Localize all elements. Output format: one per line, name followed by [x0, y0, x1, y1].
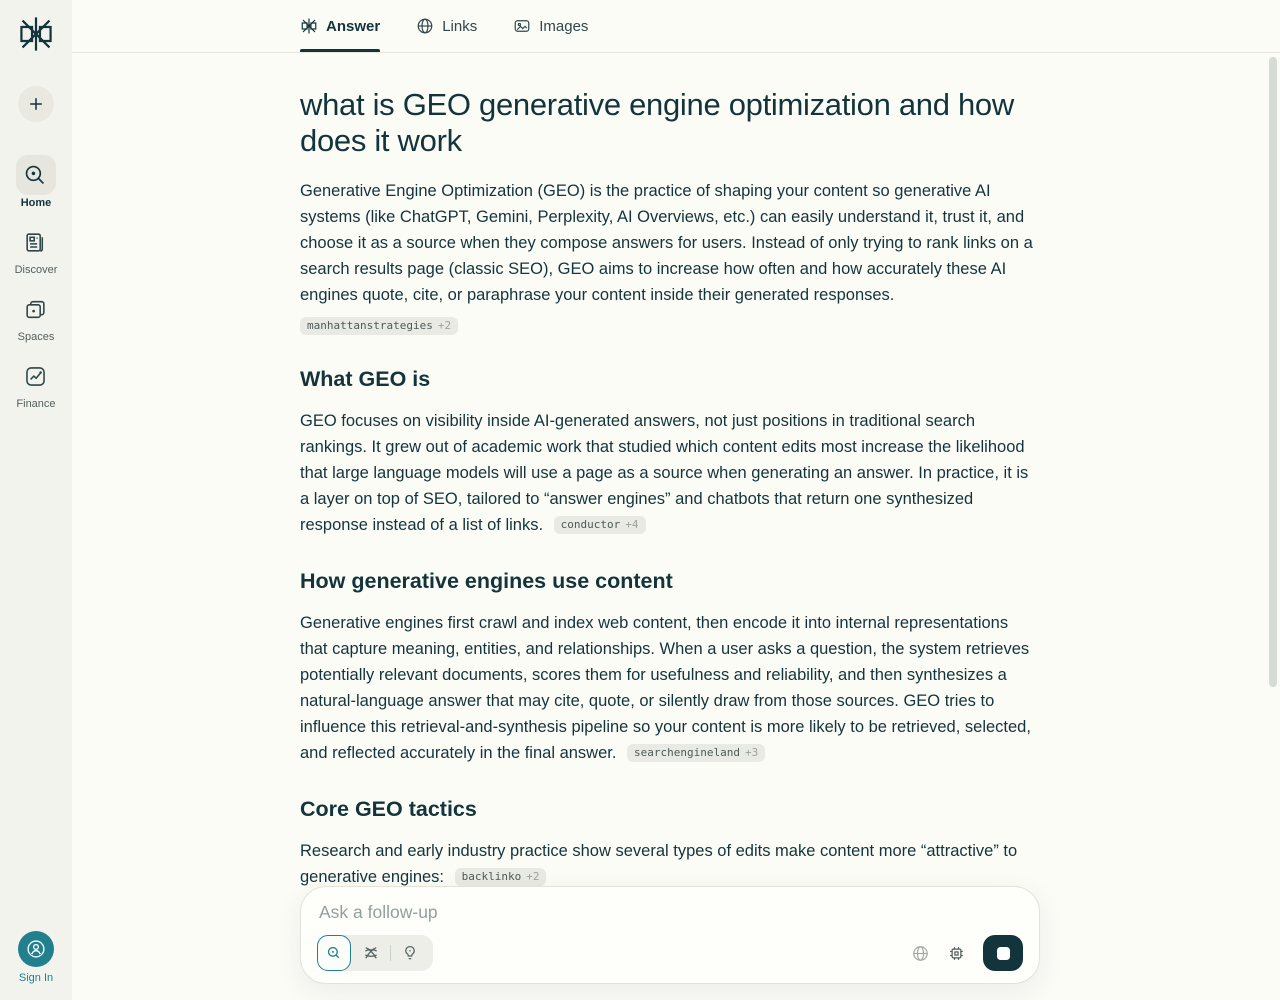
- scrollbar-thumb[interactable]: [1269, 57, 1277, 687]
- sidebar: [0, 0, 72, 1000]
- sidebar-item-label: Spaces: [17, 331, 55, 343]
- perplexity-icon: [300, 17, 318, 35]
- chip-icon: [947, 944, 966, 963]
- right-controls: [911, 935, 1023, 971]
- tab-label: Links: [442, 17, 478, 35]
- reasoning-button[interactable]: [399, 944, 421, 962]
- sidebar-item-label: Discover: [14, 264, 58, 276]
- follow-up-input[interactable]: [317, 900, 1023, 925]
- divider: [390, 945, 391, 961]
- citation-badge[interactable]: [300, 317, 458, 335]
- main-panel: [72, 0, 1280, 1000]
- section-paragraph: [300, 838, 1040, 890]
- tab-images[interactable]: [513, 0, 588, 52]
- sidebar-nav: [15, 155, 58, 423]
- follow-up-controls: [317, 935, 1023, 971]
- section-heading: What GEO is: [300, 367, 431, 391]
- citation-badge[interactable]: [554, 516, 646, 534]
- citation-count: +2: [526, 870, 540, 883]
- model-select-button[interactable]: [947, 944, 966, 963]
- result-tabs: [72, 0, 1280, 53]
- sign-in-button[interactable]: [0, 931, 72, 984]
- plus-icon: [26, 94, 46, 114]
- citation-badge[interactable]: [455, 868, 547, 886]
- pro-search-button[interactable]: [360, 944, 382, 962]
- search-icon: [325, 944, 343, 962]
- sidebar-item-spaces[interactable]: [16, 289, 56, 343]
- finance-chart-icon: [16, 356, 56, 396]
- citation-source: conductor: [560, 518, 621, 531]
- sidebar-item-label: Finance: [16, 398, 56, 410]
- sources-button[interactable]: [911, 944, 930, 963]
- paragraph-text: GEO focuses on visibility inside AI-generated answers, not just positions in traditional search rankings. It grew out of academic work that studied which content edits most increase the likelihood that large language models will use a page as a source when generating an answer. In practice, it is a layer on top of SEO, tailored to “answer engines” and chatbots that return one synthesized response instead of a list of links.: [300, 412, 1029, 534]
- paragraph-text: Generative Engine Optimization (GEO) is the practice of shaping your content so generative AI systems (like ChatGPT, Gemini, Perplexity, AI Overviews, etc.) can easily understand it, trust it, and choose it as a source when they compose answers for users. Instead of only trying to rank links on a search results page (classic SEO), GEO aims to increase how often and how accurately these AI engines quote, cite, or paraphrase your content inside their generated responses.: [300, 182, 1033, 304]
- perplexity-logo-icon[interactable]: [15, 12, 57, 56]
- citation-source: searchengineland: [634, 746, 740, 759]
- stop-icon: [997, 947, 1010, 960]
- sign-in-label: Sign In: [18, 972, 54, 984]
- query-title: what is GEO generative engine optimization and how does it work: [300, 87, 1014, 158]
- sidebar-item-finance[interactable]: [16, 356, 56, 410]
- intro-paragraph: [300, 178, 1040, 308]
- search-mode-pill: [317, 935, 433, 971]
- lightbulb-icon: [401, 944, 419, 962]
- globe-icon: [911, 944, 930, 963]
- newspaper-icon: [16, 222, 56, 262]
- section-heading: Core GEO tactics: [300, 797, 477, 821]
- citation-source: manhattanstrategies: [307, 319, 433, 332]
- section-heading: How generative engines use content: [300, 569, 673, 593]
- section-paragraph: [300, 408, 1040, 538]
- citation-count: +4: [625, 518, 639, 531]
- citation-count: +3: [745, 746, 759, 759]
- globe-icon: [416, 17, 434, 35]
- citation-row: [300, 317, 1040, 336]
- sidebar-item-discover[interactable]: [15, 222, 58, 276]
- paragraph-text: Research and early industry practice show several types of edits make content more “attractive” to generative engines:: [300, 842, 1018, 886]
- follow-up-card: [300, 886, 1040, 984]
- perplexity-icon: [362, 944, 380, 962]
- user-icon: [18, 931, 54, 967]
- spaces-icon: [16, 289, 56, 329]
- search-icon: [16, 155, 56, 195]
- search-mode-button[interactable]: [317, 935, 351, 971]
- citation-count: +2: [437, 319, 452, 332]
- tab-answer[interactable]: [300, 0, 380, 52]
- answer-content: [72, 53, 1040, 955]
- image-icon: [513, 17, 531, 35]
- tab-links[interactable]: [416, 0, 477, 52]
- paragraph-text: Generative engines first crawl and index web content, then encode it into internal representations that capture meaning, entities, and relationships. When a user asks a question, the system retrieves potentially relevant documents, scores them for usefulness and reliability, and then synthesizes a natural-language answer that may cite, quote, or silently draw from those sources. GEO tries to influence this retrieval-and-synthesis pipeline so your content is more likely to be retrieved, selected, and reflected accurately in the final answer.: [300, 614, 1031, 762]
- tab-label: Images: [539, 17, 589, 35]
- new-thread-button[interactable]: [18, 86, 54, 122]
- citation-badge[interactable]: [627, 744, 765, 762]
- citation-source: backlinko: [461, 870, 522, 883]
- sidebar-item-home[interactable]: [16, 155, 56, 209]
- sidebar-item-label: Home: [20, 197, 52, 209]
- stop-button[interactable]: [983, 935, 1023, 971]
- section-paragraph: [300, 610, 1040, 766]
- tab-label: Answer: [326, 17, 381, 35]
